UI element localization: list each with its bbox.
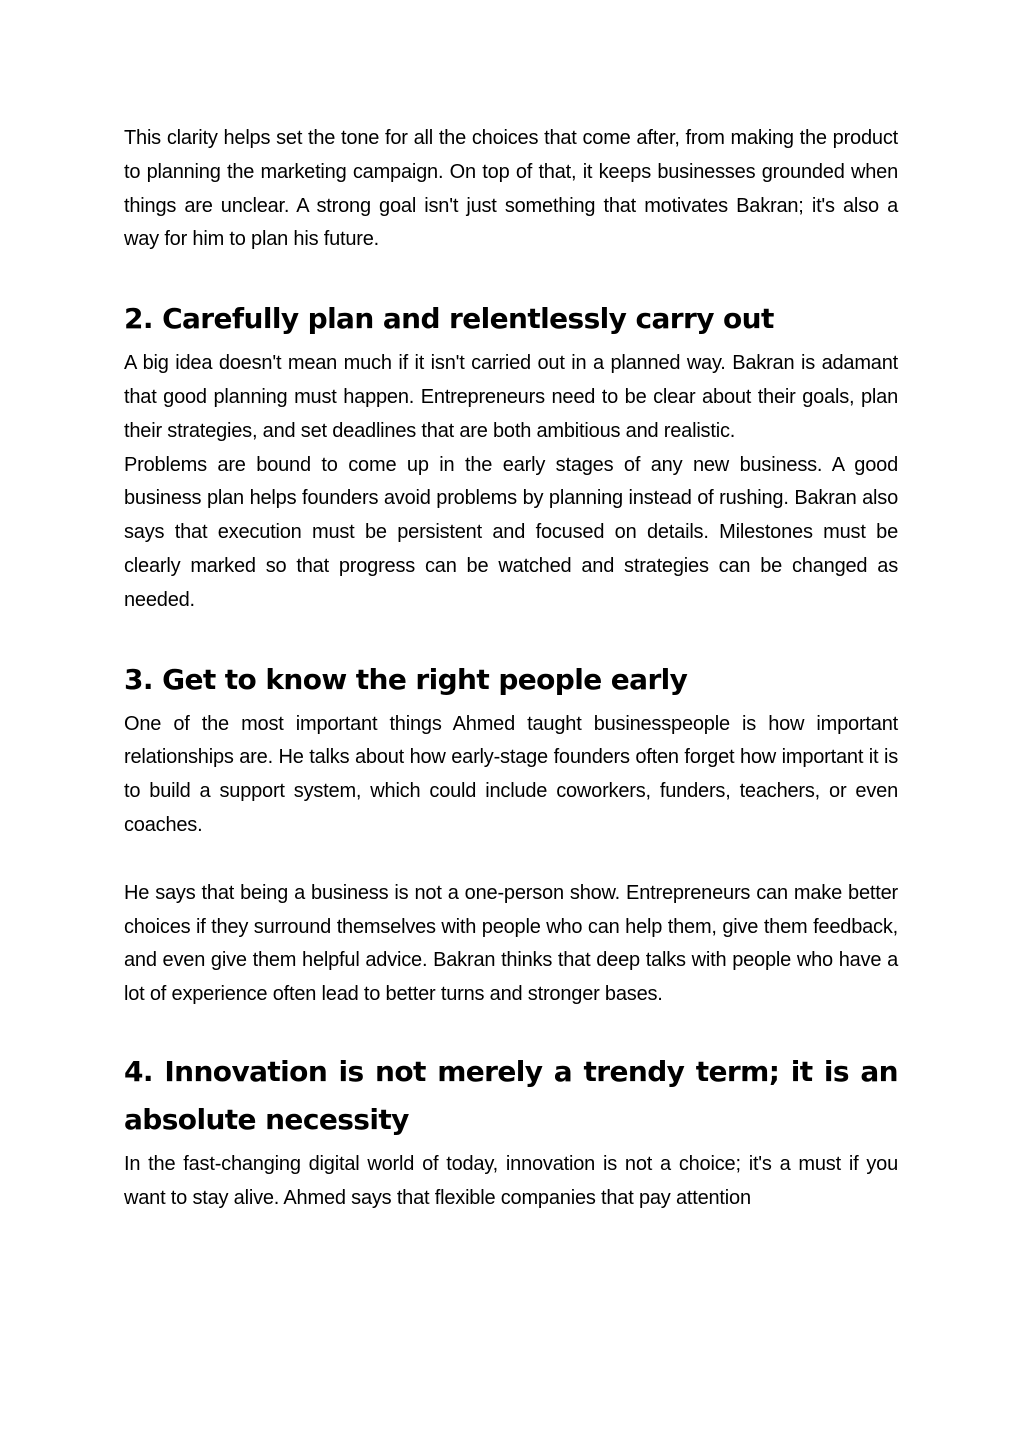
section-paragraph: In the fast-changing digital world of today, innovation is not a choice; it's a must if you want to stay alive. Ahmed says that flexible companies that pay attention <box>124 1152 898 1209</box>
section-2 <box>124 295 898 617</box>
section-paragraph: Problems are bound to come up in the early stages of any new business. A good business plan helps founders avoid problems by planning instead of rushing. Bakran also says that execution must be persistent and focused on details. Milestones must be clearly marked so that progress can be watched and strategies can be changed as needed. <box>124 453 898 611</box>
section-paragraph: A big idea doesn't mean much if it isn't carried out in a planned way. Bakran is adamant that good planning must happen. Entrepreneurs need to be clear about their goals, plan their strategies, and set deadlines that are both ambitious and realistic. <box>124 352 898 442</box>
spacer <box>124 618 898 656</box>
section-4 <box>124 1048 898 1216</box>
intro-paragraph: This clarity helps set the tone for all the choices that come after, from making the product to planning the marketing campaign. On top of that, it keeps businesses grounded when things are unclear. A strong goal isn't just something that motivates Bakran; it's also a way for him to plan his future. <box>124 127 898 251</box>
section-paragraph: He says that being a business is not a one-person show. Entrepreneurs can make better choices if they surround themselves with people who can help them, give them feedback, and even give them helpful advice. Bakran thinks that deep talks with people who have a lot of experience often lead to better turns and stronger bases. <box>124 881 898 1006</box>
spacer <box>124 843 898 877</box>
section-heading: 3. Get to know the right people early <box>124 662 688 696</box>
section-3 <box>124 656 898 1012</box>
section-heading: 2. Carefully plan and relentlessly carry out <box>124 302 774 336</box>
section-paragraph: One of the most important things Ahmed taught businesspeople is how important relationships are. He talks about how early-stage founders often forget how important it is to build a support system, which could include coworkers, funders, teachers, or even coaches. <box>124 712 898 836</box>
spacer <box>124 1012 898 1048</box>
section-heading: 4. Innovation is not merely a trendy term; it is an absolute necessity <box>124 1054 898 1136</box>
document-page <box>124 122 898 1216</box>
spacer <box>124 257 898 295</box>
